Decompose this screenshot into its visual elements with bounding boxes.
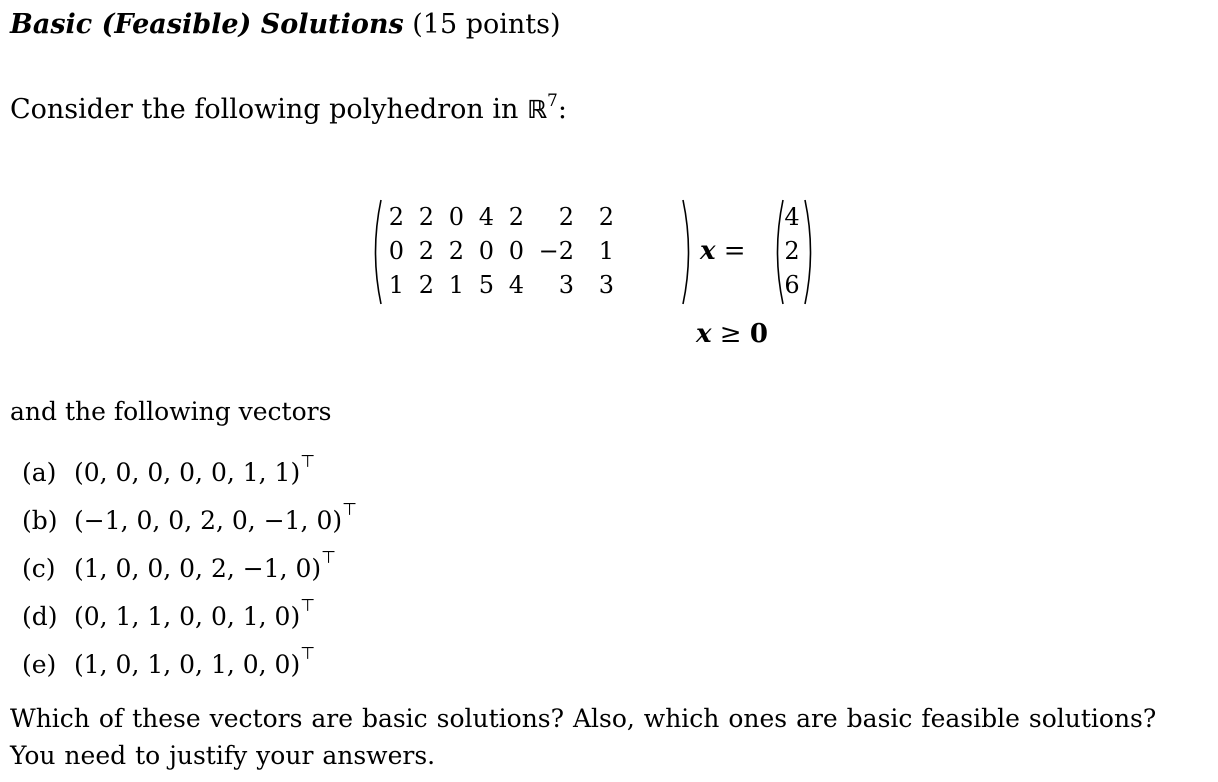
rhs-cell: 6 [784, 271, 800, 299]
vector-label: (e) [22, 650, 57, 679]
matrix-cell: 4 [478, 203, 494, 231]
vector-item [22, 641, 357, 689]
constraint-x-symbol: x [696, 319, 712, 349]
matrix-cell: 3 [598, 271, 614, 299]
vector-value: (1, 0, 0, 0, 2, −1, 0) [74, 554, 322, 583]
vector-value: (−1, 0, 0, 2, 0, −1, 0) [74, 506, 343, 535]
matrix-row [384, 234, 614, 268]
rhs-row [781, 234, 803, 268]
intro-text: Consider the following polyhedron in [10, 94, 519, 125]
x-vector-symbol: x [700, 236, 716, 266]
equation-lhs-variable [700, 234, 746, 268]
matrix-cell: 0 [478, 237, 494, 265]
matrix-cell: 4 [508, 271, 524, 299]
nonnegativity-constraint [696, 317, 768, 351]
coefficient-matrix [384, 200, 614, 302]
vector-value: (1, 0, 1, 0, 1, 0, 0) [74, 650, 301, 679]
matrix-cell: −2 [538, 237, 574, 265]
vector-label: (d) [22, 602, 58, 631]
dimension-exponent: 7 [547, 91, 558, 111]
transpose-symbol: ⊤ [321, 548, 336, 568]
rhs-cell: 4 [784, 203, 800, 231]
matrix-cell: 0 [508, 237, 524, 265]
vector-item [22, 545, 357, 593]
matrix-cell: 2 [508, 203, 524, 231]
vector-item [22, 593, 357, 641]
zero-vector-symbol: 0 [749, 319, 768, 349]
matrix-cell: 1 [598, 237, 614, 265]
linear-system [368, 198, 828, 306]
matrix-cell: 3 [558, 271, 574, 299]
vector-label: (c) [22, 554, 56, 583]
equals-sign: = [723, 236, 746, 266]
transpose-symbol: ⊤ [300, 644, 316, 664]
rhs-row [781, 200, 803, 234]
vector-value: (0, 0, 0, 0, 0, 1, 1) [74, 458, 301, 487]
question-line-1: Which of these vectors are basic solutions? Also, which ones are basic feasible solutions? [10, 704, 1157, 733]
rhs-vector [781, 200, 803, 302]
transpose-symbol: ⊤ [300, 452, 316, 472]
problem-title [10, 8, 561, 42]
problem-heading: Basic (Feasible) Solutions [10, 9, 404, 40]
intro-suffix: : [557, 94, 567, 125]
matrix-left-paren [368, 198, 384, 306]
vectors-intro: and the following vectors [10, 397, 332, 426]
vector-item [22, 449, 357, 497]
vector-list [22, 449, 357, 689]
vector-label: (a) [22, 458, 57, 487]
matrix-cell: 0 [388, 237, 404, 265]
question-text [10, 700, 1210, 774]
intro-sentence [10, 93, 567, 127]
transpose-symbol: ⊤ [300, 596, 316, 616]
matrix-cell: 1 [388, 271, 404, 299]
matrix-cell: 2 [598, 203, 614, 231]
question-line-2: You need to justify your answers. [10, 741, 436, 770]
vector-label: (b) [22, 506, 58, 535]
problem-points: (15 points) [412, 9, 561, 40]
geq-sign: ≥ [719, 319, 742, 349]
matrix-cell: 1 [448, 271, 464, 299]
rhs-cell: 2 [784, 237, 800, 265]
matrix-right-paren [680, 198, 696, 306]
matrix-cell: 2 [418, 271, 434, 299]
rhs-right-paren [802, 198, 818, 306]
vector-value: (0, 1, 1, 0, 0, 1, 0) [74, 602, 301, 631]
matrix-cell: 2 [418, 203, 434, 231]
matrix-row [384, 200, 614, 234]
transpose-symbol: ⊤ [342, 500, 357, 520]
matrix-cell: 2 [558, 203, 574, 231]
matrix-cell: 0 [448, 203, 464, 231]
matrix-cell: 5 [478, 271, 494, 299]
matrix-cell: 2 [448, 237, 464, 265]
vector-item [22, 497, 357, 545]
matrix-cell: 2 [388, 203, 404, 231]
real-space-symbol: ℝ [526, 95, 547, 124]
matrix-cell: 2 [418, 237, 434, 265]
rhs-row [781, 268, 803, 302]
matrix-row [384, 268, 614, 302]
